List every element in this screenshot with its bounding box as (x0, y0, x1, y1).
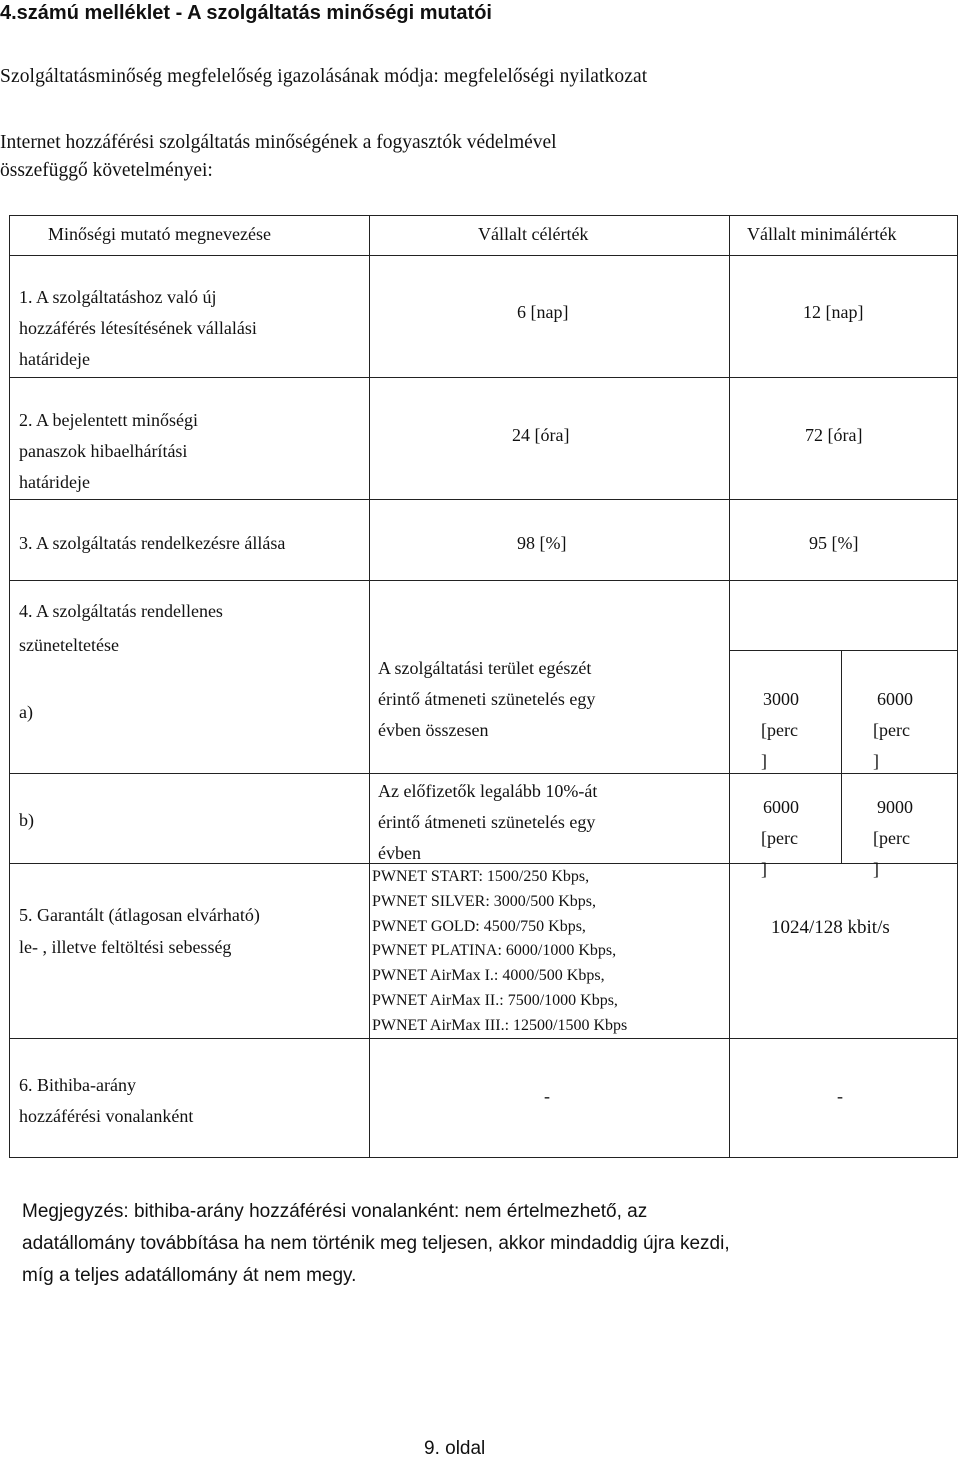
column-divider (729, 215, 730, 1158)
requirements-intro-line-2: összefüggő követelményei: (0, 160, 213, 181)
row-4b-description: Az előfizetők legalább 10%-át érintő átmeneti szünetelés egy évben (378, 781, 598, 863)
conformity-method-line: Szolgáltatásminőség megfelelőség igazolásának módja: megfelelőségi nyilatkozat (0, 66, 648, 87)
row-divider (9, 580, 958, 581)
row-6-label: 6. Bithiba-arány hozzáférési vonalanként (19, 1075, 194, 1126)
row-4a-minimum: 6000 [perc ] (873, 689, 913, 771)
page-number: 9. oldal (424, 1438, 486, 1459)
row-6-target: - (544, 1086, 550, 1106)
header-target-value: Vállalt célérték (478, 224, 589, 244)
header-indicator-name: Minőségi mutató megnevezése (48, 224, 271, 244)
row-2-minimum: 72 [óra] (805, 425, 863, 445)
package-item: PWNET AirMax I.: 4000/500 Kbps, (372, 967, 605, 985)
row-1-minimum: 12 [nap] (803, 302, 864, 322)
column-divider (841, 650, 842, 863)
package-item: PWNET AirMax III.: 12500/1500 Kbps (372, 1016, 628, 1034)
subrow-divider (9, 773, 958, 774)
package-item: PWNET START: 1500/250 Kbps, (372, 868, 590, 885)
document-heading: 4.számú melléklet - A szolgáltatás minőségi mutatói (0, 2, 492, 24)
package-item: PWNET AirMax II.: 7500/1000 Kbps, (372, 991, 618, 1009)
row-1-label: 1. A szolgáltatáshoz való új hozzáférés létesítésének vállalási határideje (19, 287, 257, 369)
row-4a-target: 3000 [perc ] (761, 689, 799, 771)
row-3-label: 3. A szolgáltatás rendelkezésre állása (19, 533, 286, 553)
row-1-target: 6 [nap] (517, 302, 569, 322)
row-4-label: 4. A szolgáltatás rendellenes szüneteltetése (19, 601, 223, 655)
row-3-minimum: 95 [%] (809, 533, 859, 553)
row-2-target: 24 [óra] (512, 425, 570, 445)
requirements-intro-line-1: Internet hozzáférési szolgáltatás minőségének a fogyasztók védelmével (0, 132, 557, 153)
row-4b-target: 6000 [perc ] (761, 797, 799, 879)
note-paragraph: Megjegyzés: bithiba-arány hozzáférési vonalanként: nem értelmezhető, az adatállomány továbbítása ha nem történik meg teljesen, akkor mindaddig újra kezdi, míg a teljes adatállomány át nem megy. (22, 1201, 730, 1286)
column-divider (369, 215, 370, 1158)
row-5-label: 5. Garantált (átlagosan elvárható) le- , illetve feltöltési sebesség (19, 905, 260, 957)
subrow-top-line (729, 650, 958, 651)
package-item: PWNET PLATINA: 6000/1000 Kbps, (372, 942, 617, 960)
row-6-minimum: - (837, 1086, 843, 1106)
row-5-package-list (372, 865, 627, 1039)
row-5-minimum: 1024/128 kbit/s (771, 917, 890, 938)
header-minimum-value: Vállalt minimálérték (747, 224, 897, 244)
row-divider (9, 499, 958, 500)
package-item: PWNET GOLD: 4500/750 Kbps, (372, 917, 586, 935)
row-4b-minimum: 9000 [perc ] (873, 797, 913, 879)
row-3-target: 98 [%] (517, 533, 567, 553)
package-item: PWNET SILVER: 3000/500 Kbps, (372, 892, 597, 910)
row-divider (9, 255, 958, 256)
row-4b-letter: b) (19, 810, 34, 830)
row-2-label: 2. A bejelentett minőségi panaszok hibaelhárítási határideje (19, 410, 198, 492)
row-divider (9, 377, 958, 378)
row-4a-description: A szolgáltatási terület egészét érintő átmeneti szünetelés egy évben összesen (378, 658, 596, 740)
row-4a-letter: a) (19, 702, 33, 722)
